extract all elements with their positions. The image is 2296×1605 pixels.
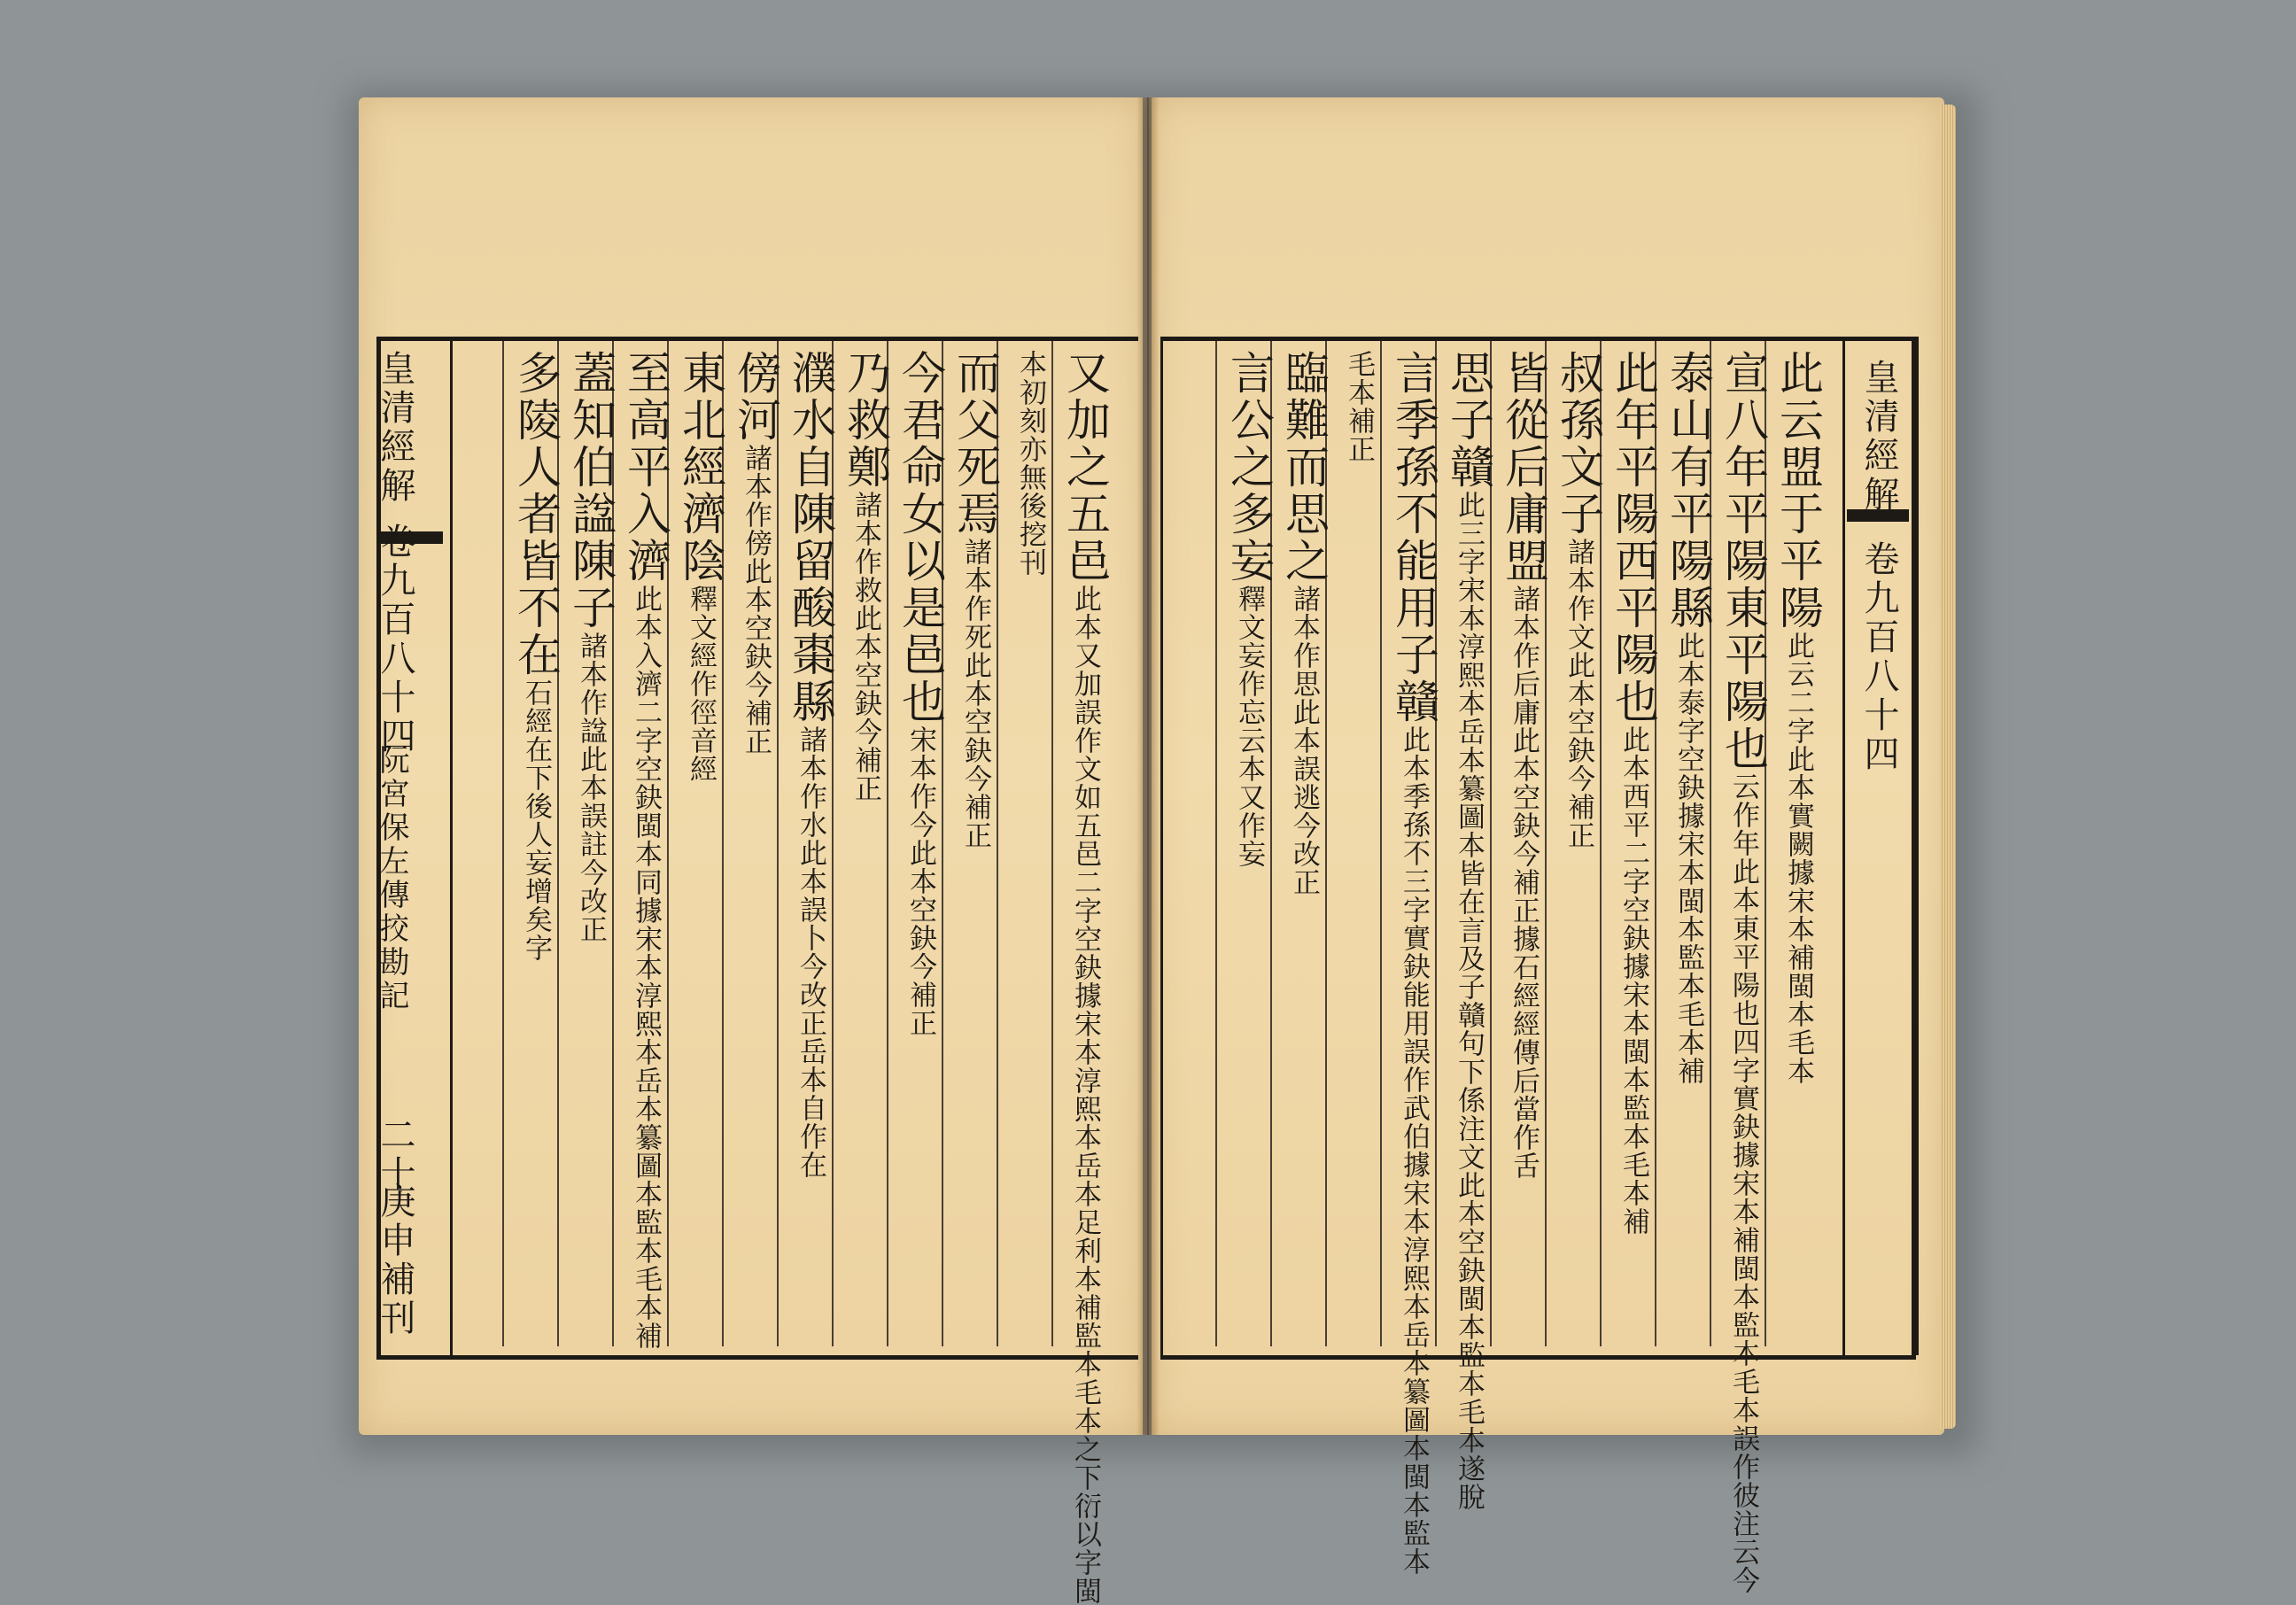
left-page-column — [839, 350, 892, 1333]
left-margin-volume: 卷九百八十四 — [375, 523, 415, 756]
right-margin-volume: 卷九百八十四 — [1858, 540, 1899, 774]
commentary-note: 諸本作文此本空鈌今補正 — [1563, 538, 1594, 849]
column-rule — [502, 341, 504, 1346]
column-rule — [1215, 341, 1217, 1346]
main-text: 濮水自陳留酸棗縣 — [785, 350, 836, 725]
right-page-column — [1497, 350, 1550, 1333]
main-text: 而父死焉 — [950, 350, 1001, 538]
commentary-note: 諸本作后庸此本空鈌今補正據石經經傳后當作舌 — [1508, 585, 1540, 1180]
left-page-column — [619, 350, 672, 1350]
main-text: 思子贛 — [1443, 350, 1494, 491]
commentary-note: 云作年此本東平陽也四字實鈌據宋本補閩本監本毛本誤作彼注云今 — [1727, 772, 1759, 1594]
main-text: 又加之五邑 — [1059, 350, 1111, 585]
commentary-note: 此本季孫不三字實鈌能用誤作武伯據宋本淳熙本岳本纂圖本閩本監本 — [1398, 725, 1430, 1576]
left-page-column — [509, 350, 562, 1333]
main-text: 多陵人者皆不在 — [510, 350, 562, 678]
left-page-column — [1004, 350, 1057, 1333]
main-text: 此年平陽西平陽也 — [1608, 350, 1659, 725]
right-page-column — [1772, 350, 1825, 1333]
right-page-column — [1222, 350, 1276, 1333]
commentary-note: 此本泰字空鈌據宋本閩本監本毛本補 — [1672, 632, 1704, 1085]
right-page-column — [1662, 350, 1715, 1333]
page-edges — [1940, 105, 1956, 1429]
main-text: 至高平入濟 — [620, 350, 671, 585]
commentary-note: 諸本作傍此本空鈌今補正 — [740, 444, 772, 756]
commentary-note: 石經在下後人妄增矣字 — [520, 678, 552, 962]
main-text: 蓋知伯諡陳子 — [565, 350, 617, 632]
left-page-column — [729, 350, 782, 1333]
right-page-column — [1607, 350, 1660, 1333]
right-margin-title: 皇清經解 — [1858, 359, 1899, 515]
right-page-column — [1332, 350, 1385, 1333]
main-text: 言季孫不能用子贛 — [1388, 350, 1439, 725]
commentary-note: 本初刻亦無後挖刊 — [1014, 350, 1046, 577]
left-margin-title: 皇清經解 — [375, 350, 415, 506]
main-text: 今君命女以是邑也 — [895, 350, 946, 725]
commentary-note: 毛本補正 — [1343, 350, 1375, 463]
right-page-column — [1442, 350, 1495, 1511]
right-page-column — [1552, 350, 1605, 1333]
commentary-note: 諸本作諡此本誤註今改正 — [575, 632, 607, 943]
commentary-note: 釋文經作徑音經 — [685, 585, 717, 783]
commentary-note: 諸本作救此本空鈌今補正 — [849, 491, 881, 802]
commentary-note: 諸本作死此本空鈌今補正 — [959, 538, 991, 849]
right-page-column — [1387, 350, 1440, 1576]
main-text: 宣八年平陽東平陽也 — [1718, 350, 1769, 772]
main-text: 東北經濟陰 — [675, 350, 726, 585]
main-text: 言公之多妄 — [1223, 350, 1275, 585]
left-margin-page: 二十 — [375, 1116, 415, 1194]
commentary-note: 此本西平二字空鈌據宋本閩本監本毛本補 — [1617, 725, 1649, 1236]
right-page-column — [1717, 350, 1770, 1594]
left-margin-note: 庚申補刊 — [375, 1182, 415, 1338]
left-page-column — [564, 350, 617, 1333]
main-text: 傍河 — [730, 350, 781, 444]
left-page-column — [674, 350, 727, 1333]
commentary-note: 此本又加誤作文如五邑二字空鈌據宋本淳熙本岳本足利本補監本毛本之下衍以字閩 — [1069, 585, 1101, 1605]
main-text: 叔孫文子 — [1553, 350, 1604, 538]
commentary-note: 諸本作水此本誤卜今改正岳本自作在 — [795, 725, 826, 1179]
right-page-column — [1277, 350, 1330, 1333]
commentary-note: 宋本作今此本空鈌今補正 — [904, 725, 936, 1037]
left-page-column — [1059, 350, 1112, 1605]
left-page-column — [949, 350, 1002, 1333]
main-text: 皆從后庸盟 — [1498, 350, 1549, 585]
commentary-note: 此云二字此本實闕據宋本補閩本毛本 — [1782, 632, 1814, 1085]
left-margin-work: 阮宮保左傳挍勘記 — [374, 744, 409, 1013]
commentary-note: 釋文妄作忘云本又作妄 — [1233, 585, 1265, 868]
left-page-column — [784, 350, 837, 1333]
book-gutter — [1136, 97, 1160, 1435]
main-text: 此云盟于平陽 — [1772, 350, 1824, 632]
main-text: 乃救鄭 — [840, 350, 891, 491]
commentary-note: 此本入濟二字空鈌閩本同據宋本淳熙本岳本纂圖本監本毛本補 — [630, 585, 662, 1350]
main-text: 臨難而思之 — [1278, 350, 1330, 585]
commentary-note: 此三字宋本淳熙本岳本纂圖本皆在言及子贛句下係注文此本空鈌閩本監本毛本遂脫 — [1453, 491, 1485, 1511]
left-page-column — [894, 350, 947, 1333]
main-text: 泰山有平陽縣 — [1663, 350, 1714, 632]
commentary-note: 諸本作思此本誤逃今改正 — [1288, 585, 1320, 896]
